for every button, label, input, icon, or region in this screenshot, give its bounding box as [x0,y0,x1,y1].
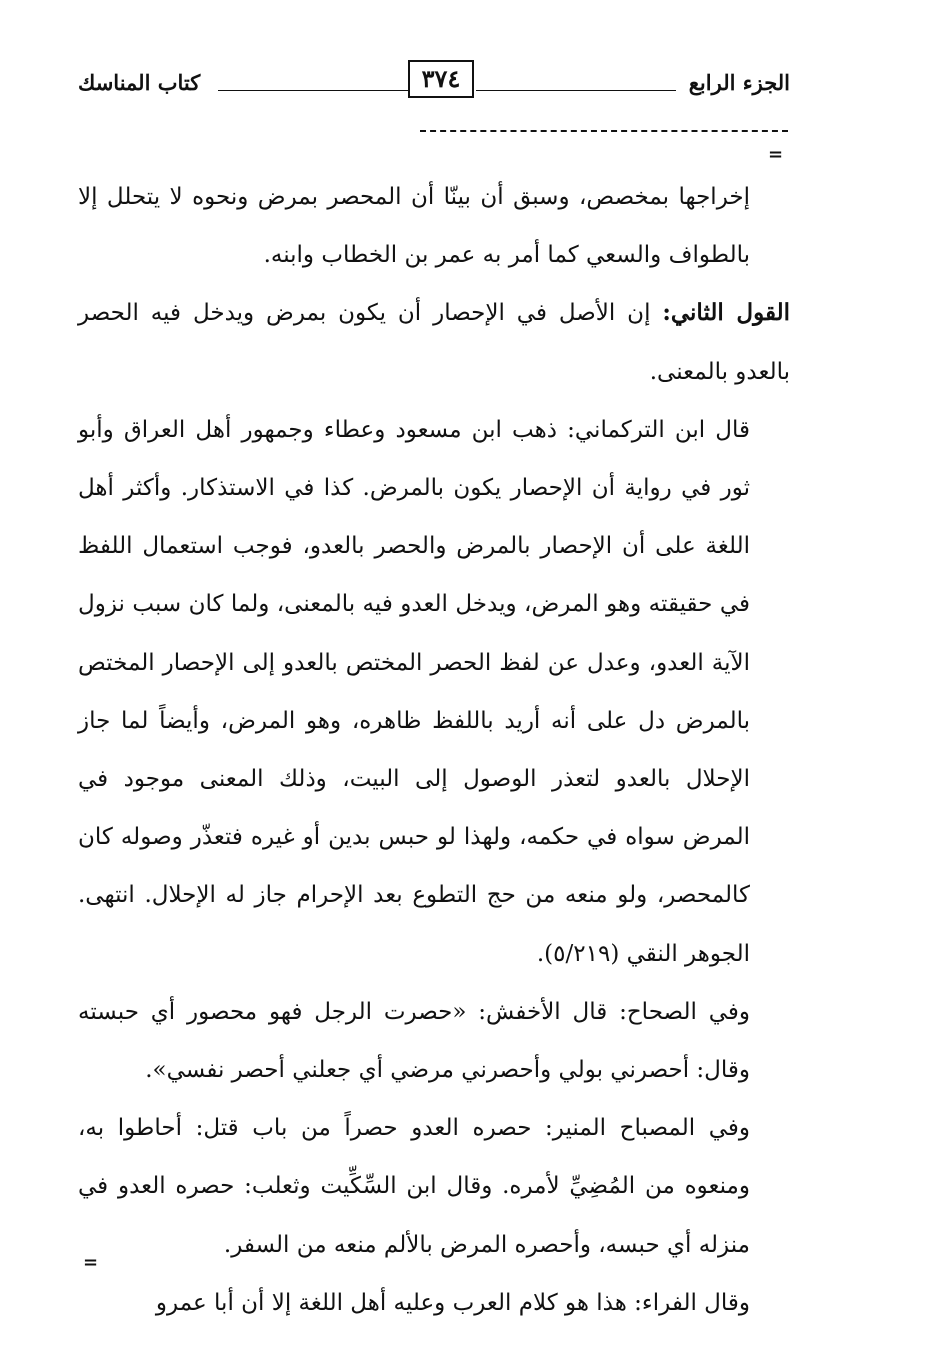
paragraph: وفي الصحاح: قال الأخفش: «حصرت الرجل فهو محصور أي حبسته وقال: أحصرني بولي وأحصرني مرضي أي جعلني أحصر نفسي». [78,998,750,1084]
header-dashed-rule [420,130,788,132]
paragraph-heading: القول الثاني: إن الأصل في الإحصار أن يكون بمرض ويدخل فيه الحصر بالعدو بالمعنى. [78,299,791,385]
volume-title: الجزء الرابع [688,70,790,95]
section-lead: القول الثاني: [662,299,791,327]
paragraph: قال ابن التركماني: ذهب ابن مسعود وعطاء وجمهور أهل العراق وأبو ثور في رواية أن الإحصار يكون بالمرض. كذا في الاستذكار. وأكثر أهل اللغة على أن الإحصار بالمرض والحصر بالعدو، فوجب استعمال اللفظ في حقيقته وهو المرض، ويدخل العدو فيه بالمعنى، ولما كان سبب نزول الآية العدو، وعدل عن لفظ الحصر المختص بالعدو إلى الإحصار المختص بالمرض دل على أنه أريد باللفظ ظاهره، وهو المرض، وأيضاً لما جاز الإحلال بالعدو لتعذر الوصول إلى البيت، وذلك المعنى موجود في المرض سواه في حكمه، ولهذا لو حبس بدين أو غيره فتعذّر وصوله كان كالمحصر، ولو منعه من حج التطوع بعد الإحرام جاز له الإحلال. انتهى. الجوهر النقي (٥/٢١٩). [78,416,750,967]
header-rule-right [476,90,676,91]
paragraph: وفي المصباح المنير: حصره العدو حصراً من باب قتل: أحاطوا به، ومنعوه من المُضِيِّ لأمره. وقال ابن السِّكِّيت وثعلب: حصره العدو في منزله أي حبسه، وأحصره المرض بالألم منعه من السفر. [78,1115,750,1258]
continuation-mark-top: = [768,144,784,165]
page-header [78,60,790,116]
book-title: كتاب المناسك [78,70,201,95]
header-rule-left [218,90,408,91]
paragraph: إخراجها بمخصص، وسبق أن بينّا أن المحصر بمرض ونحوه لا يتحلل إلا بالطواف والسعي كما أمر به عمر بن الخطاب وابنه. [78,184,750,269]
page-number-box: ٣٧٤ [408,60,474,98]
continuation-mark-bottom: = [83,1252,99,1273]
paragraph: وقال الفراء: هذا هو كلام العرب وعليه أهل اللغة إلا أن أبا عمرو [155,1289,750,1316]
body-text [78,168,790,1332]
